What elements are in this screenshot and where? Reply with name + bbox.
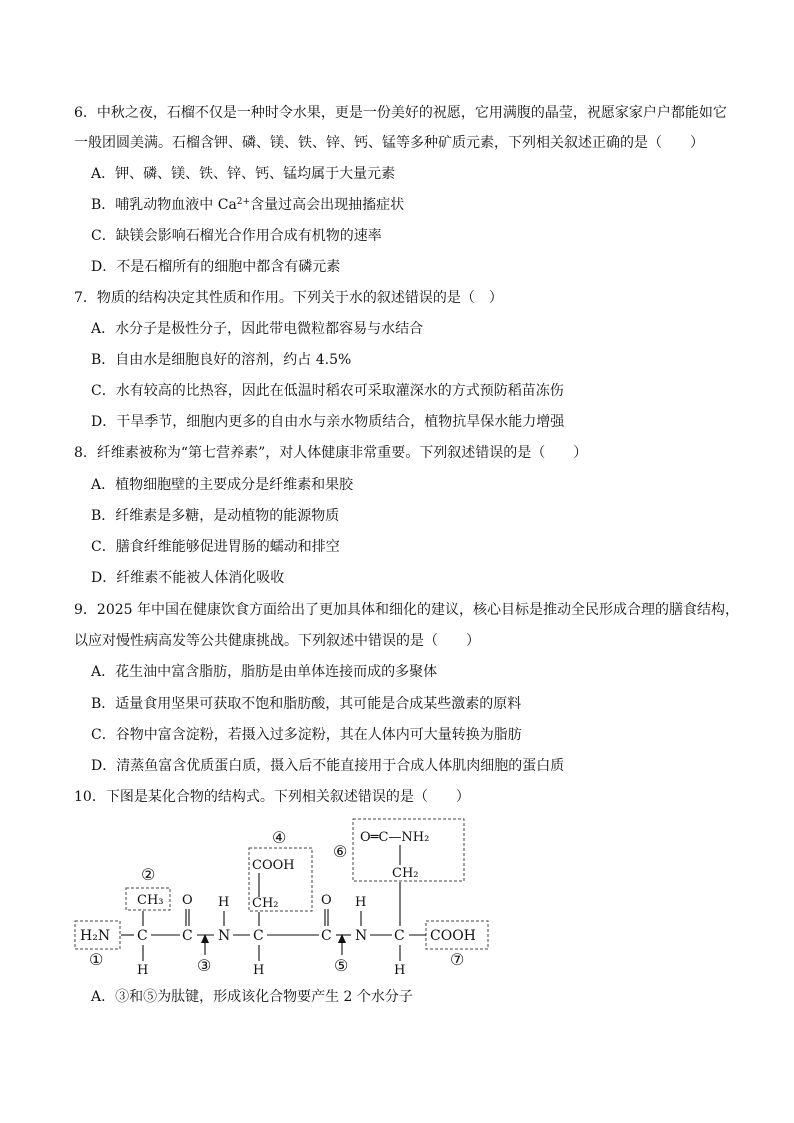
- q9-stem-line-2: 以应对慢性病高发等公共健康挑战。下列叙述中错误的是（ ）: [74, 633, 480, 649]
- q7-option-d: D．干旱季节，细胞内更多的自由水与亲水物质结合，植物抗旱保水能力增强: [91, 414, 565, 430]
- q7-option-a: A．水分子是极性分子，因此带电微粒都容易与水结合: [91, 321, 424, 337]
- label-5: ⑤: [334, 956, 349, 975]
- label-1: ①: [89, 950, 104, 969]
- amide-text: O═C—NH₂: [360, 830, 430, 845]
- q6-option-b: B．哺乳动物血液中 $Ca^{2+}$含量过高会出现抽搐症状: [91, 197, 405, 213]
- label-3: ③: [197, 956, 212, 975]
- q10-option-a: A．③和⑤为肽键，形成该化合物要产生 2 个水分子: [91, 989, 413, 1005]
- cooh-end-text: COOH: [430, 928, 476, 944]
- label-7: ⑦: [450, 950, 465, 969]
- ch2-a-text: CH₂: [252, 896, 279, 911]
- q8-option-b: B．纤维素是多糖，是动植物的能源物质: [91, 508, 340, 524]
- q9-stem-line-1: 9．2025 年中国在健康饮食方面给出了更加具体和细化的建议，核心目标是推动全民形成合理的膳食结构，: [74, 602, 739, 618]
- q9-option-c: C．谷物中富含淀粉，若摄入过多淀粉，其在人体内可大量转换为脂肪: [91, 727, 522, 743]
- hydrogen-3: H: [394, 963, 406, 978]
- ch2-b-text: CH₂: [392, 866, 419, 881]
- hydrogen-n1: H: [218, 895, 230, 910]
- q6-option-c: C．缺镁会影响石榴光合作用合成有机物的速率: [91, 228, 382, 244]
- q7-option-c: C．水有较高的比热容，因此在低温时稻农可采取灌深水的方式预防稻苗冻伤: [91, 383, 564, 399]
- peptide-structure-diagram: [70, 815, 500, 985]
- label-6: ⑥: [333, 842, 348, 861]
- oxygen-2: O: [321, 893, 332, 908]
- q6-stem-line-2: 一般团圆美满。石榴含钾、磷、镁、铁、锌、钙、锰等多种矿质元素，下列相关叙述正确的是（ ）: [74, 135, 704, 151]
- label-2: ②: [141, 865, 156, 884]
- q8-stem: 8．纤维素被称为“第七营养素”，对人体健康非常重要。下列叙述错误的是（ ）: [74, 445, 588, 461]
- q9-option-d: D．清蒸鱼富含优质蛋白质，摄入后不能直接用于合成人体肌肉细胞的蛋白质: [91, 758, 565, 774]
- carbon-carbonyl-2: C: [321, 928, 332, 944]
- q9-option-b: B．适量食用坚果可获取不饱和脂肪酸，其可能是合成某些激素的原料: [91, 696, 522, 712]
- q6-option-d: D．不是石榴所有的细胞中都含有磷元素: [91, 259, 341, 275]
- q8-option-d: D．纤维素不能被人体消化吸收: [91, 570, 285, 586]
- q6-stem-line-1: 6．中秋之夜，石榴不仅是一种时令水果，更是一份美好的祝愿，它用满腹的晶莹，祝愿家家户户都能如它: [74, 105, 727, 121]
- q8-option-c: C．膳食纤维能够促进胃肠的蠕动和排空: [91, 539, 340, 555]
- carbon-alpha-2: C: [253, 928, 264, 944]
- nh2-text: H₂N: [80, 928, 111, 944]
- hydrogen-n2: H: [355, 895, 367, 910]
- nitrogen-1: N: [218, 928, 231, 944]
- carbon-alpha-1: C: [137, 928, 148, 944]
- nitrogen-2: N: [355, 928, 368, 944]
- hydrogen-1: H: [137, 963, 149, 978]
- carbon-alpha-3: C: [394, 928, 405, 944]
- q6-option-a: A．钾、磷、镁、铁、锌、钙、锰均属于大量元素: [91, 166, 396, 182]
- q8-option-a: A．植物细胞壁的主要成分是纤维素和果胶: [91, 477, 354, 493]
- oxygen-1: O: [182, 893, 193, 908]
- q10-stem: 10．下图是某化合物的结构式。下列相关叙述错误的是（ ）: [74, 789, 470, 805]
- ch3-text: CH₃: [137, 893, 164, 908]
- q9-option-a: A．花生油中富含脂肪，脂肪是由单体连接而成的多聚体: [91, 664, 438, 680]
- hydrogen-2: H: [253, 963, 265, 978]
- carbon-carbonyl-1: C: [182, 928, 193, 944]
- q7-stem: 7．物质的结构决定其性质和作用。下列关于水的叙述错误的是（ ）: [74, 290, 503, 306]
- q7-option-b: B．自由水是细胞良好的溶剂，约占 4.5%: [91, 352, 352, 368]
- label-4: ④: [272, 828, 287, 847]
- cooh-side-text: COOH: [252, 858, 295, 873]
